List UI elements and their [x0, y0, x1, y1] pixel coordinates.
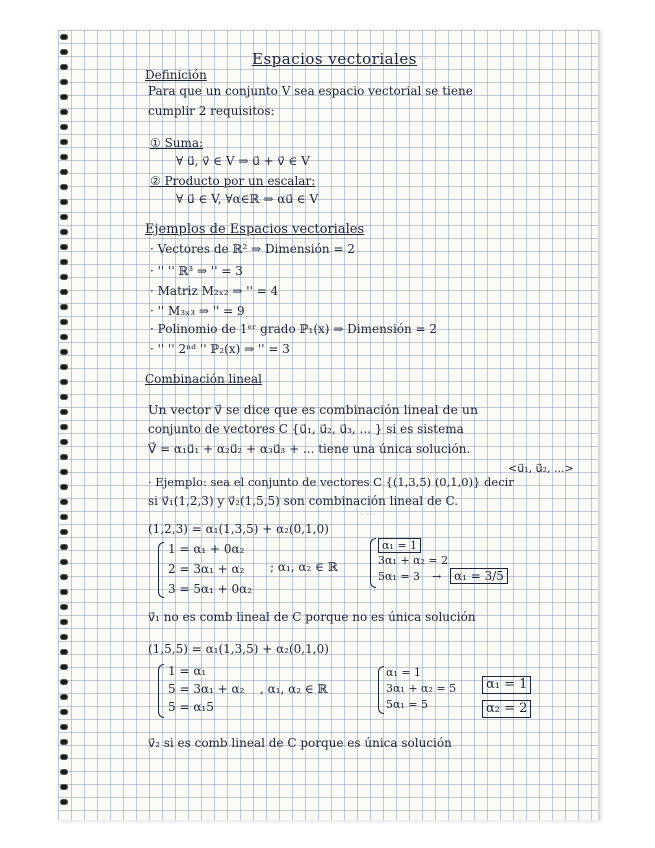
- binding-hole: [60, 304, 68, 310]
- requirement-2-label: ② Producto por un escalar:: [150, 174, 316, 188]
- binding-hole: [60, 64, 68, 70]
- binding-hole: [60, 199, 68, 205]
- binding-hole: [60, 454, 68, 460]
- arrow-1: →: [432, 570, 442, 583]
- example-row: · Matriz M₂ₓ₂ ⇒ '' = 4: [150, 284, 279, 298]
- binding-hole: [60, 244, 68, 250]
- definition-line-2: cumplir 2 requisitos:: [148, 104, 275, 118]
- span-notation: <u⃗₁, u⃗₂, ...>: [508, 462, 574, 475]
- binding-hole: [60, 229, 68, 235]
- binding-hole: [60, 349, 68, 355]
- example-row: · '' '' ℝ³ ⇒ '' = 3: [150, 264, 243, 278]
- binding-hole: [60, 154, 68, 160]
- binding-hole: [60, 139, 68, 145]
- binding-hole: [60, 559, 68, 565]
- binding-hole: [60, 799, 68, 805]
- system-1-domain: ; α₁, α₂ ∈ ℝ: [270, 560, 338, 574]
- binding-hole: [60, 784, 68, 790]
- binding-hole: [60, 289, 68, 295]
- binding-hole: [60, 739, 68, 745]
- binding-hole: [60, 514, 68, 520]
- binding-hole: [60, 259, 68, 265]
- right-system-2-eq: 3α₁ + α₂ = 5: [386, 682, 457, 695]
- spiral-binding: [60, 34, 72, 814]
- right-system-2-eq: α₁ = 1: [386, 666, 422, 679]
- example-row: · '' '' 2ⁿᵈ '' ℙ₂(x) ⇒ '' = 3: [150, 342, 290, 356]
- result-1: α₁ = 3/5: [450, 568, 508, 584]
- binding-hole: [60, 574, 68, 580]
- binding-hole: [60, 169, 68, 175]
- brace-system-1: [158, 542, 164, 598]
- conclusion-1: v⃗₁ no es comb lineal de C porque no es única solución: [148, 610, 476, 624]
- binding-hole: [60, 34, 68, 40]
- brace-system-2: [158, 664, 164, 718]
- binding-hole: [60, 424, 68, 430]
- requirement-2-formula: ∀ u⃗ ∈ V, ∀α∈ℝ ⇒ αu⃗ ∈ V: [176, 192, 319, 206]
- example-row: · '' M₃ₓ₃ ⇒ '' = 9: [150, 304, 245, 318]
- binding-hole: [60, 439, 68, 445]
- binding-hole: [60, 379, 68, 385]
- binding-hole: [60, 184, 68, 190]
- brace-right-system-1: [370, 538, 376, 588]
- system-2-eq: 5 = 3α₁ + α₂: [168, 682, 245, 696]
- binding-hole: [60, 214, 68, 220]
- binding-hole: [60, 529, 68, 535]
- section-heading-combinacion: Combinación lineal: [145, 372, 263, 386]
- binding-hole: [60, 109, 68, 115]
- binding-hole: [60, 394, 68, 400]
- binding-hole: [60, 604, 68, 610]
- system-1-eq: 1 = α₁ + 0α₂: [168, 542, 245, 556]
- right-system-1-eq: 5α₁ = 3: [378, 570, 421, 583]
- binding-hole: [60, 79, 68, 85]
- binding-hole: [60, 649, 68, 655]
- example-line-1: · Ejemplo: sea el conjunto de vectores C {(1,3,5) (0,1,0)} decir: [148, 475, 514, 489]
- binding-hole: [60, 499, 68, 505]
- requirement-1-formula: ∀ u⃗, v⃗ ∈ V ⇒ u⃗ + v⃗ ∈ V: [176, 154, 310, 168]
- page-title: Espacios vectoriales: [252, 50, 417, 68]
- example-row: · Polinomio de 1ᵉʳ grado ℙ₁(x) ⇒ Dimensión = 2: [150, 322, 438, 336]
- section-heading-ejemplos: Ejemplos de Espacios vectoriales: [145, 222, 365, 237]
- right-system-1-eq: α₁ = 1: [378, 538, 421, 553]
- binding-hole: [60, 664, 68, 670]
- faint-note: · · ·: [360, 510, 376, 521]
- brace-right-system-2: [378, 666, 384, 714]
- binding-hole: [60, 634, 68, 640]
- exercise-2-equation: (1,5,5) = α₁(1,3,5) + α₂(0,1,0): [148, 642, 329, 656]
- requirement-1-label: ① Suma:: [150, 136, 204, 150]
- exercise-1-equation: (1,2,3) = α₁(1,3,5) + α₂(0,1,0): [148, 522, 329, 536]
- system-2-eq: 1 = α₁: [168, 664, 207, 678]
- faint-title-note: · · ·: [418, 54, 434, 65]
- binding-hole: [60, 319, 68, 325]
- binding-hole: [60, 49, 68, 55]
- result-2-alpha2: α₂ = 2: [482, 700, 531, 718]
- conclusion-2: v⃗₂ si es comb lineal de C porque es única solución: [148, 736, 452, 750]
- system-2-eq: 5 = α₁5: [168, 700, 214, 714]
- binding-hole: [60, 409, 68, 415]
- binding-hole: [60, 619, 68, 625]
- binding-hole: [60, 589, 68, 595]
- example-line-2: si v⃗₁(1,2,3) y v⃗₂(1,5,5) son combinación lineal de C.: [148, 494, 459, 508]
- binding-hole: [60, 769, 68, 775]
- combination-line-3: V⃗ = α₁u⃗₁ + α₂u⃗₂ + α₃u⃗₃ + ... tiene una única solución.: [148, 442, 471, 456]
- binding-hole: [60, 724, 68, 730]
- binding-hole: [60, 694, 68, 700]
- system-2-domain: , α₁, α₂ ∈ ℝ: [260, 682, 328, 696]
- system-1-eq: 3 = 5α₁ + 0α₂: [168, 582, 253, 596]
- right-system-1-eq: 3α₁ + α₂ = 2: [378, 554, 449, 567]
- binding-hole: [60, 94, 68, 100]
- binding-hole: [60, 274, 68, 280]
- section-heading-definicion: Definición: [145, 68, 207, 82]
- result-2-alpha1: α₁ = 1: [482, 676, 531, 694]
- example-row: · Vectores de ℝ² ⇒ Dimensión = 2: [150, 242, 355, 256]
- system-1-eq: 2 = 3α₁ + α₂: [168, 562, 245, 576]
- binding-hole: [60, 544, 68, 550]
- binding-hole: [60, 124, 68, 130]
- binding-hole: [60, 754, 68, 760]
- right-system-2-eq: 5α₁ = 5: [386, 698, 429, 711]
- binding-hole: [60, 364, 68, 370]
- binding-hole: [60, 469, 68, 475]
- binding-hole: [60, 484, 68, 490]
- binding-hole: [60, 709, 68, 715]
- combination-line-2: conjunto de vectores C {u⃗₁, u⃗₂, u⃗₃, ... } si es sistema: [148, 422, 464, 436]
- combination-line-1: Un vector v⃗ se dice que es combinación lineal de un: [148, 402, 479, 417]
- definition-line-1: Para que un conjunto V sea espacio vectorial se tiene: [148, 84, 473, 98]
- binding-hole: [60, 679, 68, 685]
- binding-hole: [60, 334, 68, 340]
